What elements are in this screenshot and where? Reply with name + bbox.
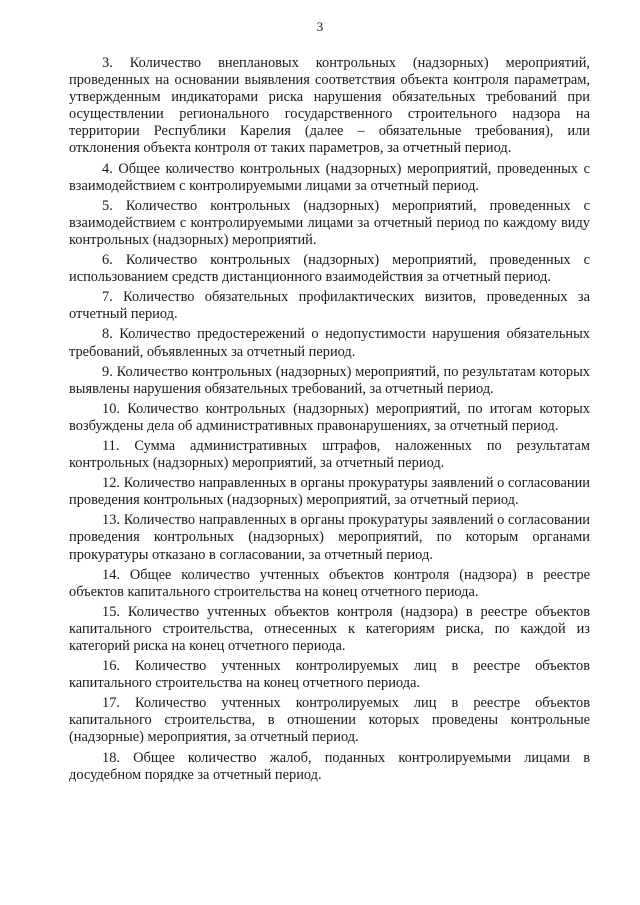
list-item: 5. Количество контрольных (надзорных) мероприятий, проведенных с взаимодействием с контролируемыми лицами за отчетный период по каждому виду контрольных (надзорных) мероприятий. bbox=[69, 197, 590, 248]
list-item: 7. Количество обязательных профилактических визитов, проведенных за отчетный период. bbox=[69, 289, 590, 323]
list-item: 16. Количество учтенных контролируемых лиц в реестре объектов капитального строительства на конец отчетного периода. bbox=[69, 658, 590, 692]
document-body bbox=[69, 55, 590, 787]
list-item: 11. Сумма административных штрафов, наложенных по результатам контрольных (надзорных) мероприятий, за отчетный период. bbox=[69, 437, 590, 472]
list-item: 18. Общее количество жалоб, поданных контролируемыми лицами в досудебном порядке за отчетный период. bbox=[69, 749, 590, 783]
page-number: 3 bbox=[316, 19, 324, 34]
list-item: 8. Количество предостережений о недопустимости нарушения обязательных требований, объявленных за отчетный период. bbox=[69, 326, 590, 360]
list-item: 13. Количество направленных в органы прокуратуры заявлений о согласовании проведения контрольных (надзорных) мероприятий, по которым органами прокуратуры отказано в согласовании, за отчетный период. bbox=[69, 512, 590, 563]
list-item: 3. Количество внеплановых контрольных (надзорных) мероприятий, проведенных на основании выявления соответствия объекта контроля параметрам, утвержденным индикаторами риска нарушения обязательных требований при осуществлении регионального государственного строительного надзора на территории Республики Карелия (далее – обязательные требования), или отклонения объекта контроля от таких параметров, за отчетный период. bbox=[69, 55, 590, 157]
list-item: 10. Количество контрольных (надзорных) мероприятий, по итогам которых возбуждены дела об административных правонарушениях, за отчетный период. bbox=[69, 400, 590, 434]
list-item: 9. Количество контрольных (надзорных) мероприятий, по результатам которых выявлены нарушения обязательных требований, за отчетный период. bbox=[69, 363, 590, 397]
list-item: 17. Количество учтенных контролируемых лиц в реестре объектов капитального строительства, в отношении которых проведены контрольные (надзорные) мероприятия, за отчетный период. bbox=[69, 695, 590, 746]
list-item: 12. Количество направленных в органы прокуратуры заявлений о согласовании проведения контрольных (надзорных) мероприятий, за отчетный период. bbox=[69, 475, 590, 509]
list-item: 14. Общее количество учтенных объектов контроля (надзора) в реестре объектов капитального строительства на конец отчетного периода. bbox=[69, 566, 590, 600]
list-item: 4. Общее количество контрольных (надзорных) мероприятий, проведенных с взаимодействием с контролируемыми лицами за отчетный период. bbox=[69, 160, 590, 194]
list-item: 15. Количество учтенных объектов контроля (надзора) в реестре объектов капитального строительства, отнесенных к категориям риска, по каждой из категорий риска на конец отчетного периода. bbox=[69, 603, 590, 654]
list-item: 6. Количество контрольных (надзорных) мероприятий, проведенных с использованием средств дистанционного взаимодействия за отчетный период. bbox=[69, 252, 590, 286]
